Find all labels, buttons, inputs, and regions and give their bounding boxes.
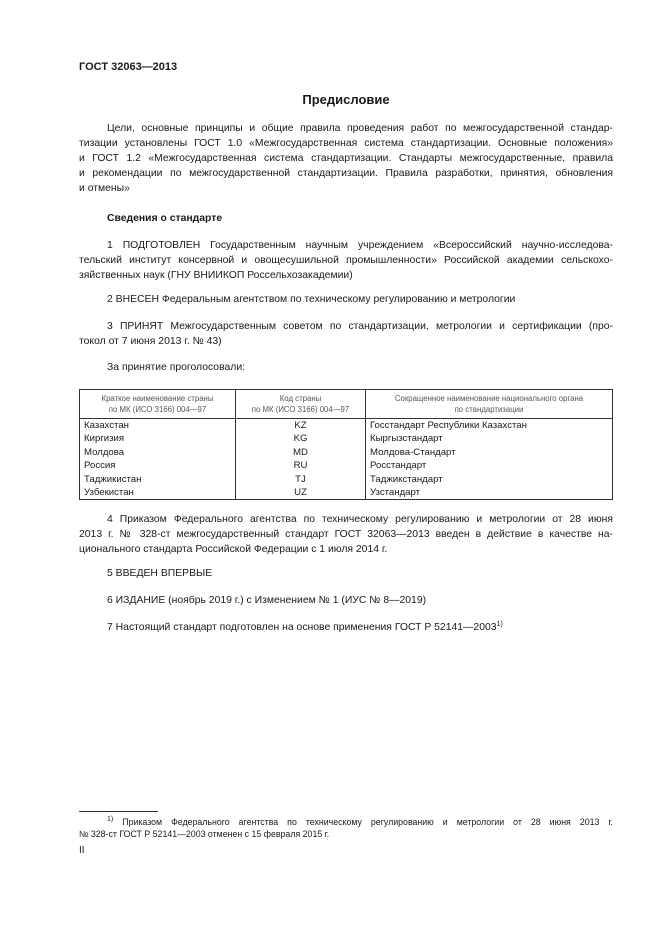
text-line: и отмены»: [79, 183, 130, 194]
text-line: и ГОСТ 1.2 «Межгосударственная система стандартизации. Стандарты межгосударственные, правила: [79, 153, 613, 164]
text-line: тельский институт консервной и овощесушильной промышленности» Российской академии сельскохо-: [79, 255, 613, 266]
code-cell: MD: [236, 446, 366, 459]
column-header-code: Код страны по МК (ИСО 3166) 004—97: [236, 390, 366, 419]
item-1-prepared: [79, 238, 613, 283]
code-cell: RU: [236, 459, 366, 472]
item-3-adopted: [79, 319, 613, 349]
country-cell: Россия: [80, 459, 236, 472]
text-line: 2013 г. № 328-ст межгосударственный стандарт ГОСТ 32063—2013 введен в действие в качестве на-: [79, 529, 613, 540]
country-cell: Казахстан: [80, 419, 236, 433]
body-cell: Молдова-Стандарт: [366, 446, 613, 459]
country-cell: Узбекистан: [80, 486, 236, 500]
text-line: 1 ПОДГОТОВЛЕН Государственным научным учреждением «Всероссийский научно-исследова-: [107, 240, 613, 251]
item-6-edition: 6 ИЗДАНИЕ (ноябрь 2019 г.) с Изменением № 1 (ИУС № 8—2019): [107, 595, 427, 606]
standard-info-heading: Сведения о стандарте: [107, 213, 223, 224]
table-row: [80, 419, 613, 433]
document-code-header: ГОСТ 32063—2013: [79, 61, 178, 73]
country-cell: Киргизия: [80, 432, 236, 445]
table-row: [80, 446, 613, 459]
table-row: [80, 459, 613, 472]
body-cell: Госстандарт Республики Казахстан: [366, 419, 613, 433]
footnote: [79, 816, 613, 840]
text-line: 3 ПРИНЯТ Межгосударственным советом по стандартизации, метрологии и сертификации (про-: [107, 321, 613, 332]
table-row: [80, 486, 613, 500]
intro-paragraph: [79, 121, 613, 196]
table-row: [80, 432, 613, 445]
item-4-order: [79, 512, 613, 557]
item-2-introduced: 2 ВНЕСЕН Федеральным агентством по техническому регулированию и метрологии: [107, 294, 516, 305]
text-line: зяйственных наук (ГНУ ВНИИКОП Россельхозакадемии): [79, 270, 353, 281]
item-5-first-introduced: 5 ВВЕДЕН ВПЕРВЫЕ: [107, 568, 213, 579]
table-row: [80, 473, 613, 486]
text-line: Цели, основные принципы и общие правила проведения работ по межгосударственной стандар-: [107, 123, 613, 134]
column-header-country: Краткое наименование страны по МК (ИСО 3166) 004—97: [80, 390, 236, 419]
text-line: № 328-ст ГОСТ Р 52141—2003 отменен с 15 февраля 2015 г.: [79, 829, 330, 839]
body-cell: Узстандарт: [366, 486, 613, 500]
code-cell: KG: [236, 432, 366, 445]
code-cell: KZ: [236, 419, 366, 433]
text-line: 4 Приказом Федерального агентства по техническому регулированию и метрологии от 28 июня: [107, 514, 613, 525]
voted-label: За принятие проголосовали:: [107, 362, 246, 373]
page-number: II: [79, 845, 85, 856]
text-line: тизации установлены ГОСТ 1.0 «Межгосударственная система стандартизации. Основные положения»: [79, 138, 613, 149]
footnote-reference: 1): [496, 621, 503, 628]
text-line: токол от 7 июня 2013 г. № 43): [79, 336, 222, 347]
table-header-row: [80, 390, 613, 419]
footnote-divider: [79, 811, 158, 812]
code-cell: UZ: [236, 486, 366, 500]
text-line: $^{1)}$ Приказом Федерального агентства по техническому регулированию и метрологии от 28 июня 2013 г.: [107, 816, 613, 827]
page-title: Предисловие: [302, 92, 390, 107]
item-7-basis: 7 Настоящий стандарт подготовлен на основе применения ГОСТ Р 52141—2003$^{1)}$: [107, 621, 503, 633]
country-cell: Таджикистан: [80, 473, 236, 486]
voting-countries-table: [79, 389, 613, 500]
text-line: и рекомендации по межгосударственной стандартизации. Правила разработки, принятия, обновления: [79, 168, 613, 179]
column-header-body: Сокращенное наименование национального органа по стандартизации: [366, 390, 613, 419]
body-cell: Таджикстандарт: [366, 473, 613, 486]
body-cell: Кыргызстандарт: [366, 432, 613, 445]
text-line: ционального стандарта Российской Федерации с 1 июля 2014 г.: [79, 544, 388, 555]
code-cell: TJ: [236, 473, 366, 486]
footnote-mark: 1): [107, 816, 114, 823]
body-cell: Росстандарт: [366, 459, 613, 472]
country-cell: Молдова: [80, 446, 236, 459]
